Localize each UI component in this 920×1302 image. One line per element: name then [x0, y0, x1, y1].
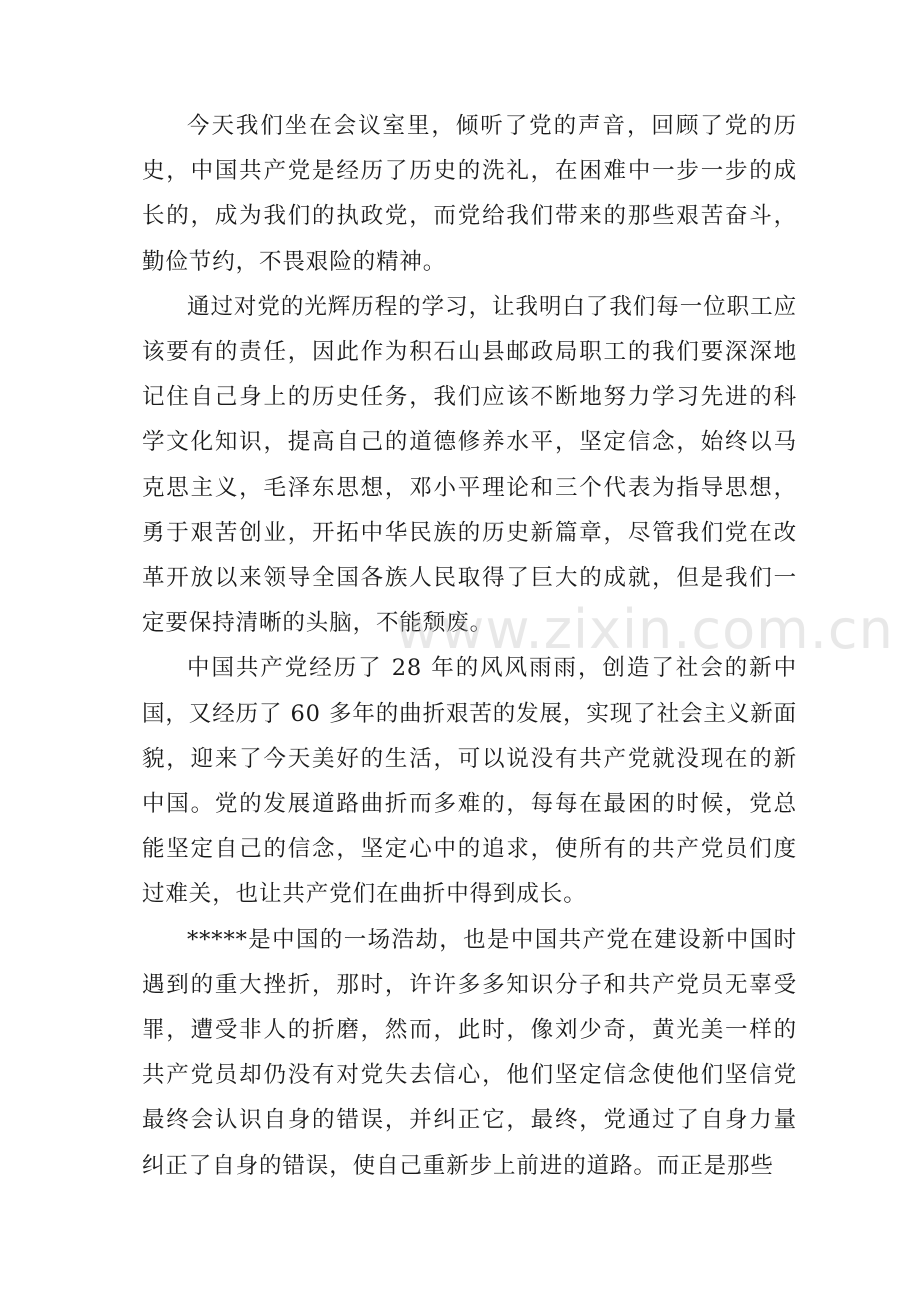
- paragraph-4: *****是中国的一场浩劫，也是中国共产党在建设新中国时遇到的重大挫折，那时，许许多多知识分子和共产党员无辜受罪，遭受非人的折磨，然而，此时，像刘少奇，黄光美一样的共产党员却仍没有对党失去信心，他们坚定信念使他们坚信党最终会认识自身的错误，并纠正它，最终，党通过了自身力量纠正了自身的错误，使自己重新步上前进的道路。而正是那些: [142, 926, 797, 1179]
- paragraph-3: 中国共产党经历了 28 年的风风雨雨，创造了社会的新中国，又经历了 60 多年的曲折艰苦的发展，实现了社会主义新面貌，迎来了今天美好的生活，可以说没有共产党就没现在的新中国。党的发展道路曲折而多难的，每每在最困的时候，党总能坚定自己的信念，坚定心中的追求，使所有的共产党员们度过难关，也让共产党们在曲折中得到成长。: [142, 655, 797, 908]
- watermark: www.zixin.com.cn: [395, 598, 894, 661]
- paragraph-2: 通过对党的光辉历程的学习，让我明白了我们每一位职工应该要有的责任，因此作为积石山县邮政局职工的我们要深深地记住自己身上的历史任务，我们应该不断地努力学习先进的科学文化知识，提高自己的道德修养水平，坚定信念，始终以马克思主义，毛泽东思想，邓小平理论和三个代表为指导思想，勇于艰苦创业，开拓中华民族的历史新篇章，尽管我们党在改革开放以来领导全国各族人民取得了巨大的成就，但是我们一定要保持清晰的头脑，不能颓废。: [142, 293, 797, 637]
- paragraph-1: 今天我们坐在会议室里，倾听了党的声音，回顾了党的历史，中国共产党是经历了历史的洗礼，在困难中一步一步的成长的，成为我们的执政党，而党给我们带来的那些艰苦奋斗，勤俭节约，不畏艰险的精神。: [142, 113, 797, 275]
- document-body: [142, 104, 797, 1189]
